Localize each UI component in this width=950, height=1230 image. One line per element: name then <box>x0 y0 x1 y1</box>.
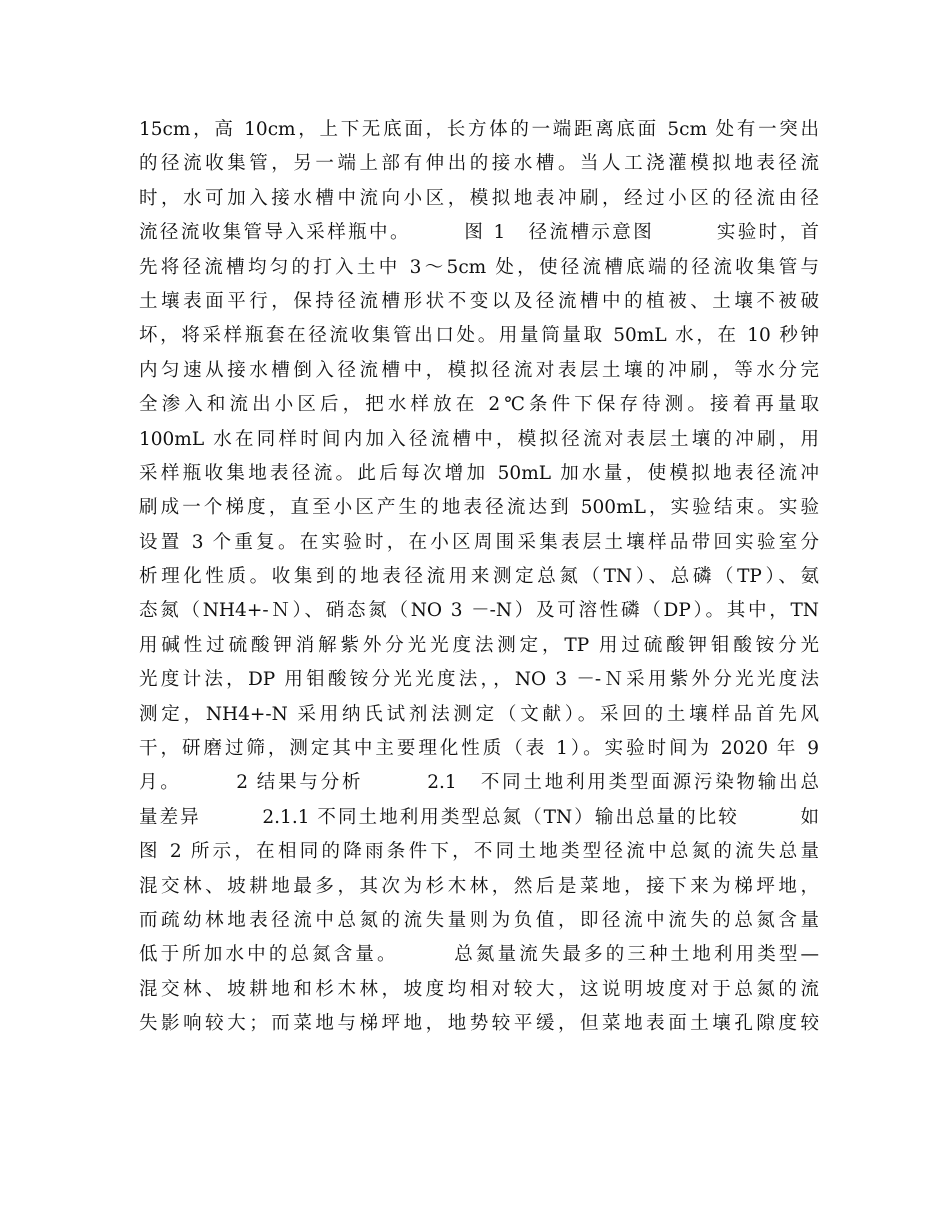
text-line-1: 15cm，高 10cm，上下无底面，长方体的一端距离底面 5cm 处有一突出 <box>139 119 819 140</box>
text-line-19: 干，研磨过筛，测定其中主要理化性质（表 1）。实验时间为 2020 年 9 <box>139 738 819 760</box>
text-line-26: 混交林、坡耕地和杉木林，坡度均相对较大，这说明坡度对于总氮的流 <box>139 978 819 1000</box>
text-line-22: 图 2 所示，在相同的降雨条件下，不同土地类型径流中总氮的流失总量 <box>139 841 819 863</box>
text-line-16: 用碱性过硫酸钾消解紫外分光光度法测定，TP 用过硫酸钾钼酸铵分光 <box>139 634 819 656</box>
text-line-24: 而疏幼林地表径流中总氮的流失量则为负值，即径流中流失的总氮含量 <box>139 909 819 931</box>
text-line-23: 混交林、坡耕地最多，其次为杉木林，然后是菜地，接下来为梯坪地， <box>139 875 819 897</box>
text-line-20: 月。 2 结果与分析 2.1 不同土地利用类型面源污染物输出总 <box>139 772 819 794</box>
text-line-17: 光度计法，DP 用钼酸铵分光光度法，，NO 3 －-Ｎ采用紫外分光光度法 <box>139 669 819 691</box>
text-line-6: 土壤表面平行，保持径流槽形状不变以及径流槽中的植被、土壤不被破 <box>139 290 819 312</box>
text-line-21: 量差异 2.1.1 不同土地利用类型总氮（TN）输出总量的比较 如 <box>139 806 819 828</box>
text-line-14: 析理化性质。收集到的地表径流用来测定总氮（TN）、总磷（TP）、氨 <box>139 566 819 588</box>
text-line-7: 坏，将采样瓶套在径流收集管出口处。用量筒量取 50mL 水，在 10 秒钟 <box>139 325 819 347</box>
text-line-4: 流径流收集管导入采样瓶中。 图 1 径流槽示意图 实验时，首 <box>139 222 819 244</box>
text-line-18: 测定，NH4+-N 采用纳氏试剂法测定（文献）。采回的土壤样品首先风 <box>139 703 819 725</box>
text-line-3: 时，水可加入接水槽中流向小区，模拟地表冲刷，经过小区的径流由径 <box>139 187 819 209</box>
text-line-12: 刷成一个梯度，直至小区产生的地表径流达到 500mL，实验结束。实验 <box>139 497 819 519</box>
text-line-15: 态氮（NH4+-Ｎ）、硝态氮（NO 3 －-N）及可溶性磷（DP）。其中，TN <box>139 600 819 622</box>
text-line-2: 的径流收集管，另一端上部有伸出的接水槽。当人工浇灌模拟地表径流 <box>139 153 819 175</box>
body-text <box>139 113 819 1042</box>
text-line-11: 采样瓶收集地表径流。此后每次增加 50mL 加水量，使模拟地表径流冲 <box>139 462 819 484</box>
text-line-9: 全渗入和流出小区后，把水样放在 2℃条件下保存待测。接着再量取 <box>139 394 819 416</box>
text-line-5: 先将径流槽均匀的打入土中 3～5cm 处，使径流槽底端的径流收集管与 <box>139 256 819 278</box>
text-line-13: 设置 3 个重复。在实验时，在小区周围采集表层土壤样品带回实验室分 <box>139 531 819 553</box>
text-line-8: 内匀速从接水槽倒入径流槽中，模拟径流对表层土壤的冲刷，等水分完 <box>139 359 819 381</box>
text-line-27: 失影响较大；而菜地与梯坪地，地势较平缓，但菜地表面土壤孔隙度较 <box>139 1013 819 1035</box>
text-line-10: 100mL 水在同样时间内加入径流槽中，模拟径流对表层土壤的冲刷，用 <box>139 428 819 450</box>
text-line-25: 低于所加水中的总氮含量。 总氮量流失最多的三种土地利用类型— <box>139 944 819 966</box>
